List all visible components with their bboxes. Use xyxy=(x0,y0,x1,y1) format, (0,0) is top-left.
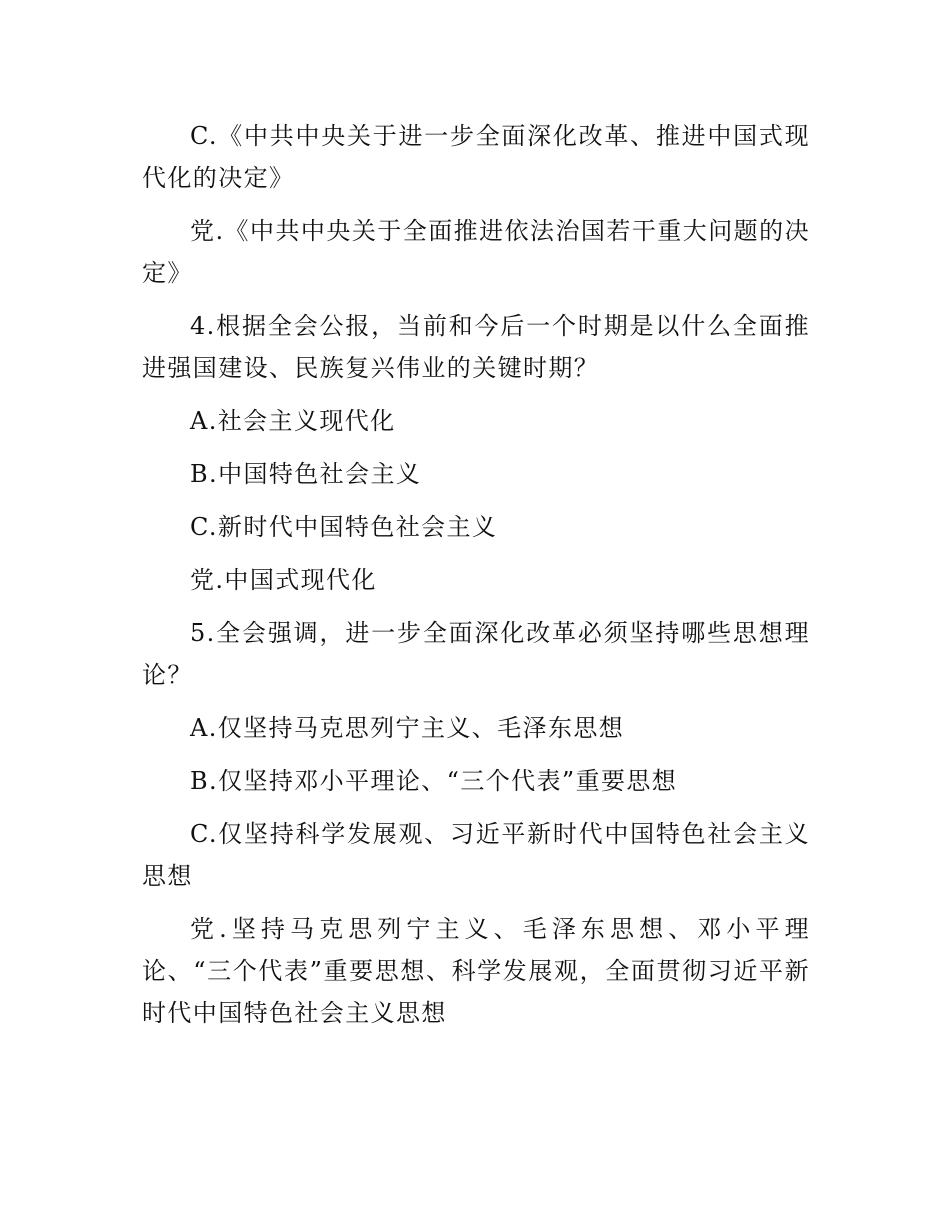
q5-option-c: C.仅坚持科学发展观、习近平新时代中国特色社会主义思想 xyxy=(142,820,810,890)
q5-question: 5.全会强调，进一步全面深化改革必须坚持哪些思想理论？ xyxy=(142,619,810,689)
q3-option-c: C.《中共中央关于进一步全面深化改革、推进中国式现代化的决定》 xyxy=(142,122,810,192)
q4-option-c: C.新时代中国特色社会主义 xyxy=(190,513,498,541)
q4-question: 4.根据全会公报，当前和今后一个时期是以什么全面推进强国建设、民族复兴伟业的关键时期？ xyxy=(142,312,810,382)
q5-option-a: A.仅坚持马克思列宁主义、毛泽东思想 xyxy=(190,714,625,742)
q5-option-d: 党.坚持马克思列宁主义、毛泽东思想、邓小平理论、“三个代表”重要思想、科学发展观，全面贯彻习近平新时代中国特色社会主义思想 xyxy=(142,915,810,1027)
q4-option-a: A.社会主义现代化 xyxy=(190,407,396,435)
q5-option-b: B.仅坚持邓小平理论、“三个代表”重要思想 xyxy=(190,767,678,795)
q3-option-d: 党.《中共中央关于全面推进依法治国若干重大问题的决定》 xyxy=(142,217,810,287)
q4-option-b: B.中国特色社会主义 xyxy=(190,460,422,488)
q4-option-d: 党.中国式现代化 xyxy=(190,566,377,594)
document-body xyxy=(142,115,810,1045)
